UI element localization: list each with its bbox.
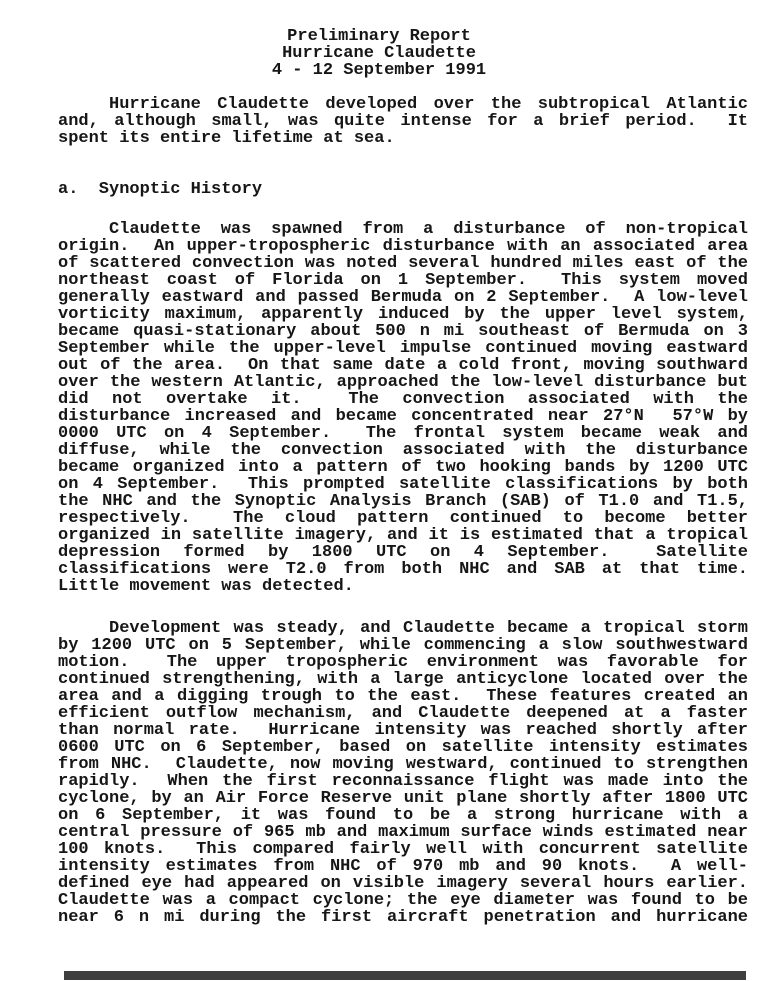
text-line: 0000 UTC on 4 September. The frontal system became weak and [58,424,748,443]
text-line: rapidly. When the first reconnaissance flight was made into the [58,772,748,791]
text-line: Preliminary Report [287,27,471,46]
text-line: from NHC. Claudette, now moving westward, continued to strengthen [58,755,748,774]
text-line: Little movement was detected. [58,577,354,596]
text-line: on 6 September, it was found to be a strong hurricane with a [58,806,748,825]
text-line: on 4 September. This prompted satellite classifications by both [58,475,748,494]
text-line: became organized into a pattern of two hooking bands by 1200 UTC [58,458,748,477]
text-line: motion. The upper tropospheric environment was favorable for [58,653,748,672]
text-line: 4 - 12 September 1991 [271,61,487,80]
text-line: Development was steady, and Claudette became a tropical storm [109,619,748,638]
text-line: cyclone, by an Air Force Reserve unit plane shortly after 1800 UTC [58,789,748,808]
text-line: September while the upper-level impulse continued moving eastward [58,339,748,358]
synoptic-history-paragraph-1 [58,221,748,595]
text-line: generally eastward and passed Bermuda on 2 September. A low-level [58,288,748,307]
text-line: the NHC and the Synoptic Analysis Branch (SAB) of T1.0 and T1.5, [58,492,748,511]
text-line: and, although small, was quite intense for a brief period. It [58,112,748,131]
report-content [58,0,748,926]
text-line: spent its entire lifetime at sea. [58,129,395,148]
synoptic-history-paragraph-2 [58,620,748,926]
text-line: northeast coast of Florida on 1 September. This system moved [58,271,748,290]
text-line: 0600 UTC on 6 September, based on satellite intensity estimates [58,738,748,757]
text-line: continued strengthening, with a large anticyclone located over the [58,670,748,689]
text-line: Hurricane Claudette developed over the subtropical Atlantic [109,95,748,114]
text-line: Claudette was a compact cyclone; the eye diameter was found to be [58,891,748,910]
text-line: origin. An upper-tropospheric disturbance with an associated area [58,237,748,256]
text-line: diffuse, while the convection associated with the disturbance [58,441,748,460]
text-line: Claudette was spawned from a disturbance of non-tropical [109,220,748,239]
text-line: efficient outflow mechanism, and Claudette deepened at a faster [58,704,748,723]
intro-paragraph [58,96,748,147]
text-line: Hurricane Claudette [282,44,476,63]
section-heading-synoptic-history: a. Synoptic History [58,180,263,199]
text-line: of scattered convection was noted several hundred miles east of the [58,254,748,273]
text-line: did not overtake it. The convection associated with the [58,390,748,409]
text-line: vorticity maximum, apparently induced by the upper level system, [58,305,748,324]
text-line: organized in satellite imagery, and it is estimated that a tropical [58,526,748,545]
text-line: out of the area. On that same date a cold front, moving southward [58,356,748,375]
report-title-block [34,28,724,79]
text-line: near 6 n mi during the first aircraft penetration and hurricane [58,908,748,927]
scan-artifact-bar [64,971,746,980]
text-line: 100 knots. This compared fairly well with concurrent satellite [58,840,748,859]
text-line: depression formed by 1800 UTC on 4 September. Satellite [58,543,748,562]
text-line: became quasi-stationary about 500 n mi southeast of Bermuda on 3 [58,322,748,341]
text-line: intensity estimates from NHC of 970 mb and 90 knots. A well- [58,857,748,876]
text-line: disturbance increased and became concentrated near 27°N 57°W by [58,407,748,426]
text-line: by 1200 UTC on 5 September, while commencing a slow southwestward [58,636,748,655]
text-line: than normal rate. Hurricane intensity was reached shortly after [58,721,748,740]
text-line: respectively. The cloud pattern continued to become better [58,509,748,528]
text-line: area and a digging trough to the east. These features created an [58,687,748,706]
text-line: over the western Atlantic, approached the low-level disturbance but [58,373,748,392]
text-line: defined eye had appeared on visible imagery several hours earlier. [58,874,748,893]
text-line: central pressure of 965 mb and maximum surface winds estimated near [58,823,748,842]
text-line: classifications were T2.0 from both NHC and SAB at that time. [58,560,748,579]
